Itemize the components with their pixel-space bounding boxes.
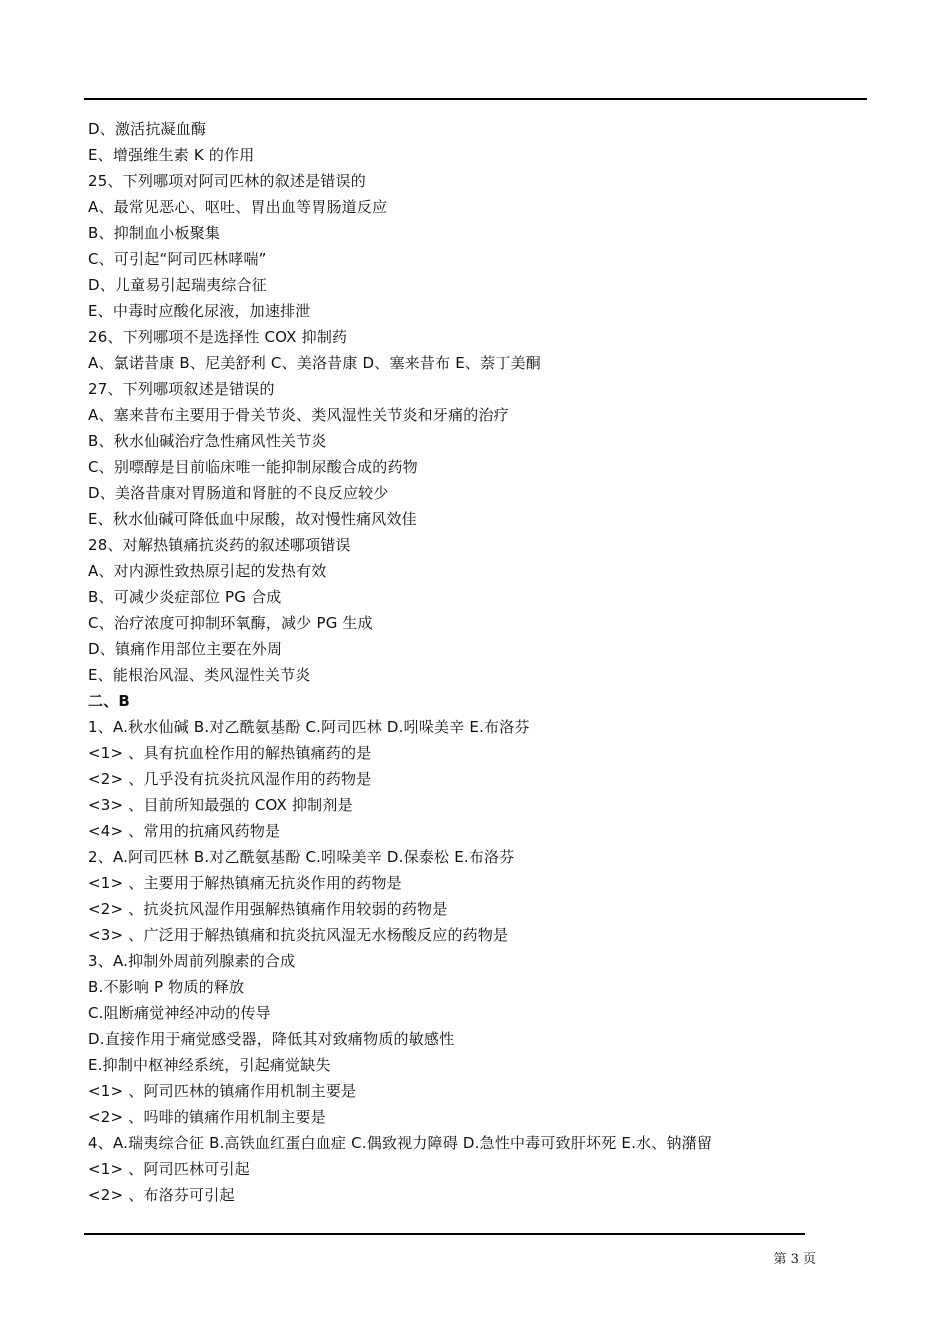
sub-question: <3> 、目前所知最强的 COX 抑制剂是 xyxy=(88,796,353,814)
option-line: C、可引起“阿司匹林哮喘” xyxy=(88,250,267,268)
question-heading: 28、对解热镇痛抗炎药的叙述哪项错误 xyxy=(88,536,351,554)
option-line: D.直接作用于痛觉感受器，降低其对致痛物质的敏感性 xyxy=(88,1030,455,1048)
option-line: B.不影响 P 物质的释放 xyxy=(88,978,245,996)
option-line: C、别嘌醇是目前临床唯一能抑制尿酸合成的药物 xyxy=(88,458,418,476)
question-heading: 27、下列哪项叙述是错误的 xyxy=(88,380,275,398)
sub-question: <1> 、阿司匹林的镇痛作用机制主要是 xyxy=(88,1082,357,1100)
text-line: D、激活抗凝血酶 xyxy=(88,120,207,138)
sub-question: <1> 、主要用于解热镇痛无抗炎作用的药物是 xyxy=(88,874,402,892)
option-line: E、中毒时应酸化尿液，加速排泄 xyxy=(88,302,311,320)
section-heading: 二、B xyxy=(88,692,131,710)
sub-question: <4> 、常用的抗痛风药物是 xyxy=(88,822,281,840)
option-line: D、美洛昔康对胃肠道和肾脏的不良反应较少 xyxy=(88,484,389,502)
question-heading: 4、A.瑞夷综合征 B.高铁血红蛋白血症 C.偶致视力障碍 D.急性中毒可致肝坏死 E.水、钠潴留 xyxy=(88,1134,713,1152)
option-line: C、治疗浓度可抑制环氧酶，减少 PG 生成 xyxy=(88,614,373,632)
option-line: D、镇痛作用部位主要在外周 xyxy=(88,640,283,658)
option-line: A、对内源性致热原引起的发热有效 xyxy=(88,562,327,580)
option-line: B、可减少炎症部位 PG 合成 xyxy=(88,588,282,606)
question-heading: 26、下列哪项不是选择性 COX 抑制药 xyxy=(88,328,348,346)
sub-question: <1> 、具有抗血栓作用的解热镇痛药的是 xyxy=(88,744,372,762)
sub-question: <3> 、广泛用于解热镇痛和抗炎抗风湿无水杨酸反应的药物是 xyxy=(88,926,509,944)
option-line: B、秋水仙碱治疗急性痛风性关节炎 xyxy=(88,432,327,450)
page-number: 第 3 页 xyxy=(773,1252,816,1267)
sub-question: <2> 、几乎没有抗炎抗风湿作用的药物是 xyxy=(88,770,372,788)
header-rule xyxy=(84,98,867,100)
option-line: E、能根治风湿、类风湿性关节炎 xyxy=(88,666,311,684)
question-heading: 3、A.抑制外周前列腺素的合成 xyxy=(88,952,296,970)
sub-question: <2> 、吗啡的镇痛作用机制主要是 xyxy=(88,1108,326,1126)
option-line: C.阻断痛觉神经冲动的传导 xyxy=(88,1004,271,1022)
sub-question: <1> 、阿司匹林可引起 xyxy=(88,1160,250,1178)
question-heading: 25、下列哪项对阿司匹林的叙述是错误的 xyxy=(88,172,366,190)
option-line: A、最常见恶心、呕吐、胃出血等胃肠道反应 xyxy=(88,198,388,216)
option-line: E.抑制中枢神经系统，引起痛觉缺失 xyxy=(88,1056,331,1074)
document-body xyxy=(88,116,868,1208)
footer-rule xyxy=(84,1233,805,1235)
option-line: B、抑制血小板聚集 xyxy=(88,224,221,242)
sub-question: <2> 、布洛芬可引起 xyxy=(88,1186,235,1204)
text-line: E、增强维生素 K 的作用 xyxy=(88,146,255,164)
option-line: E、秋水仙碱可降低血中尿酸，故对慢性痛风效佳 xyxy=(88,510,417,528)
option-line: D、儿童易引起瑞夷综合征 xyxy=(88,276,267,294)
option-line: A、氯诺昔康 B、尼美舒利 C、美洛昔康 D、塞来昔布 E、萘丁美酮 xyxy=(88,354,541,372)
sub-question: <2> 、抗炎抗风湿作用强解热镇痛作用较弱的药物是 xyxy=(88,900,448,918)
question-heading: 2、A.阿司匹林 B.对乙酰氨基酚 C.吲哚美辛 D.保泰松 E.布洛芬 xyxy=(88,848,515,866)
option-line: A、塞来昔布主要用于骨关节炎、类风湿性关节炎和牙痛的治疗 xyxy=(88,406,509,424)
question-heading: 1、A.秋水仙碱 B.对乙酰氨基酚 C.阿司匹林 D.吲哚美辛 E.布洛芬 xyxy=(88,718,530,736)
